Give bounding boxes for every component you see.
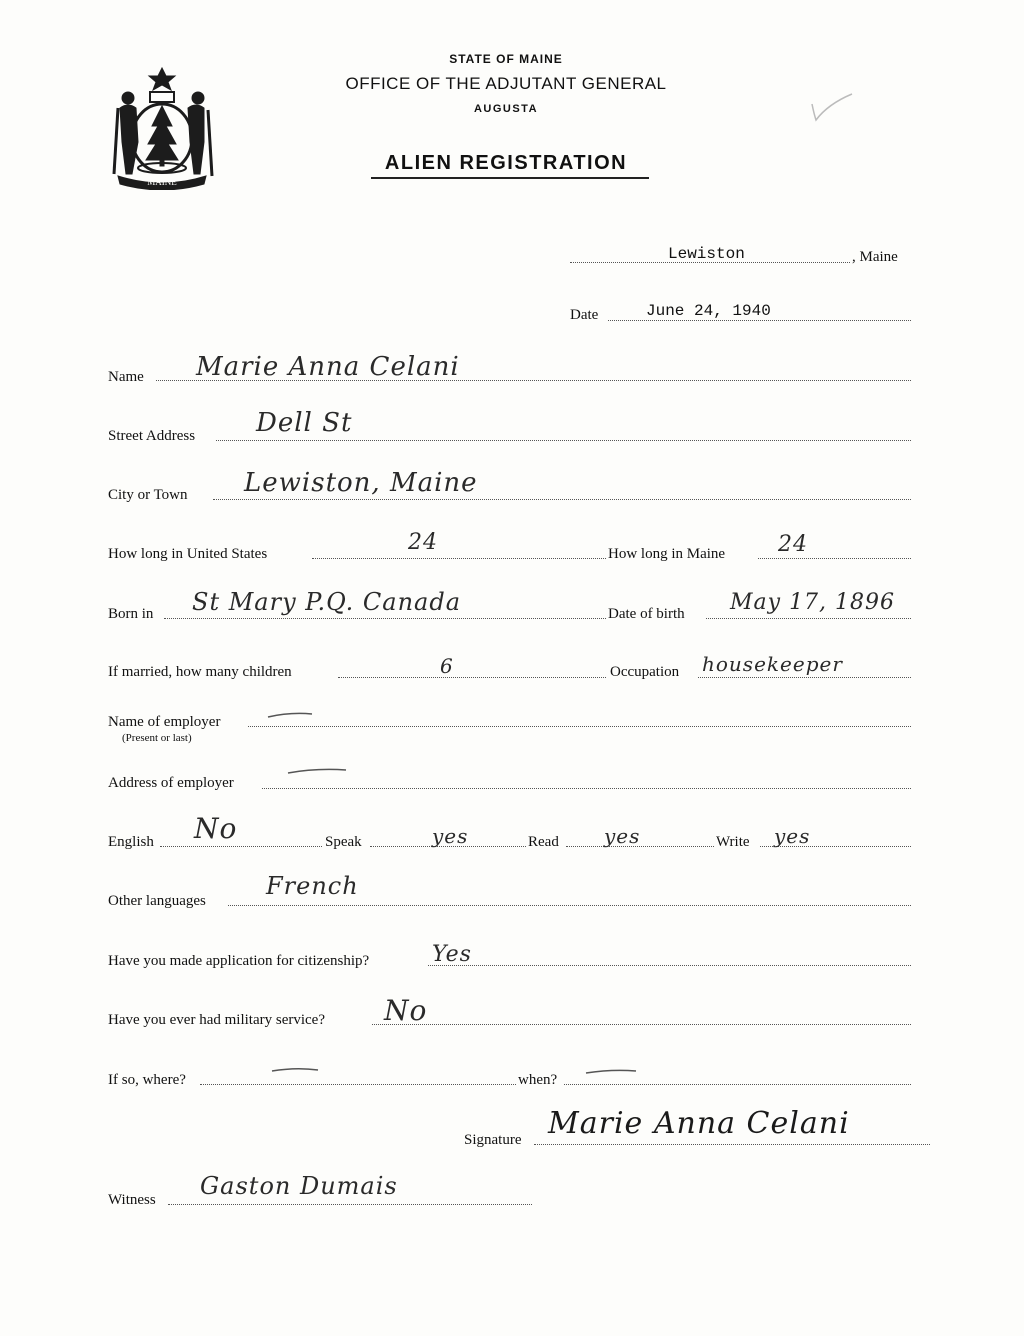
how-long-maine-label: How long in Maine	[608, 546, 726, 562]
speak-value: yes	[432, 824, 469, 848]
other-languages-value: French	[266, 872, 359, 900]
svg-text:MAINE: MAINE	[147, 177, 177, 187]
city-label: City or Town	[108, 487, 188, 503]
military-value: No	[384, 994, 428, 1027]
other-languages-line	[228, 905, 911, 906]
witness-label: Witness	[108, 1192, 156, 1208]
how-long-us-label: How long in United States	[108, 546, 268, 562]
witness-value: Gaston Dumais	[200, 1172, 398, 1200]
children-value: 6	[440, 654, 454, 678]
how-long-us-line	[312, 558, 606, 559]
check-mark-icon	[806, 90, 856, 126]
employer-address-label: Address of employer	[108, 775, 234, 791]
occupation-label: Occupation	[610, 664, 680, 680]
read-value: yes	[604, 824, 641, 848]
header-city: AUGUSTA	[473, 103, 539, 115]
date-label: Date	[570, 307, 599, 323]
employer-address-dash-icon	[286, 764, 350, 778]
speak-label: Speak	[325, 834, 362, 850]
employer-line	[248, 726, 911, 727]
where-label: If so, where?	[108, 1072, 186, 1088]
date-of-birth-label: Date of birth	[608, 606, 685, 622]
occupation-line	[698, 677, 911, 678]
date-of-birth-line	[706, 618, 911, 619]
how-long-maine-line	[758, 558, 911, 559]
name-label: Name	[108, 369, 144, 385]
children-line	[338, 677, 606, 678]
header-state: STATE OF MAINE	[449, 52, 563, 66]
children-label: If married, how many children	[108, 664, 292, 680]
maine-suffix: , Maine	[852, 249, 898, 265]
write-value: yes	[774, 824, 811, 848]
street-address-label: Street Address	[108, 428, 196, 444]
where-dash-icon	[270, 1064, 322, 1076]
witness-line	[168, 1204, 532, 1205]
when-label: when?	[518, 1072, 558, 1088]
born-in-line	[164, 618, 606, 619]
occupation-value: housekeeper	[702, 652, 843, 676]
when-dash-icon	[584, 1066, 640, 1078]
how-long-us-value: 24	[408, 530, 438, 555]
military-label: Have you ever had military service?	[108, 1012, 325, 1028]
signature-label: Signature	[464, 1132, 522, 1148]
town-value: Lewiston	[668, 245, 745, 263]
date-of-birth-value: May 17, 1896	[730, 590, 896, 615]
citizenship-label: Have you made application for citizenship?	[108, 953, 370, 969]
street-address-value: Dell St	[256, 408, 353, 438]
citizenship-line	[428, 965, 911, 966]
citizenship-value: Yes	[432, 942, 472, 967]
form-title: ALIEN REGISTRATION	[384, 152, 628, 174]
english-label: English	[108, 834, 154, 850]
where-line	[200, 1084, 516, 1085]
employer-label: Name of employer	[108, 714, 221, 730]
read-label: Read	[528, 834, 559, 850]
title-underline	[371, 177, 649, 179]
military-line	[372, 1024, 911, 1025]
employer-dash-icon	[266, 708, 316, 722]
city-line	[213, 499, 911, 500]
when-line	[564, 1084, 911, 1085]
english-value: No	[194, 812, 238, 845]
date-value: June 24, 1940	[646, 302, 771, 320]
other-languages-label: Other languages	[108, 893, 206, 909]
employer-note: (Present or last)	[122, 732, 192, 744]
write-label: Write	[716, 834, 750, 850]
born-in-label: Born in	[108, 606, 154, 622]
signature-line	[534, 1144, 930, 1145]
city-value: Lewiston, Maine	[244, 468, 478, 498]
how-long-maine-value: 24	[778, 532, 808, 557]
street-address-line	[216, 440, 911, 441]
name-value: Marie Anna Celani	[196, 352, 460, 382]
english-line	[160, 846, 322, 847]
header-office: OFFICE OF THE ADJUTANT GENERAL	[345, 74, 667, 93]
employer-address-line	[262, 788, 911, 789]
date-line	[608, 320, 911, 321]
signature-value: Marie Anna Celani	[548, 1106, 850, 1141]
born-in-value: St Mary P.Q. Canada	[192, 588, 462, 616]
